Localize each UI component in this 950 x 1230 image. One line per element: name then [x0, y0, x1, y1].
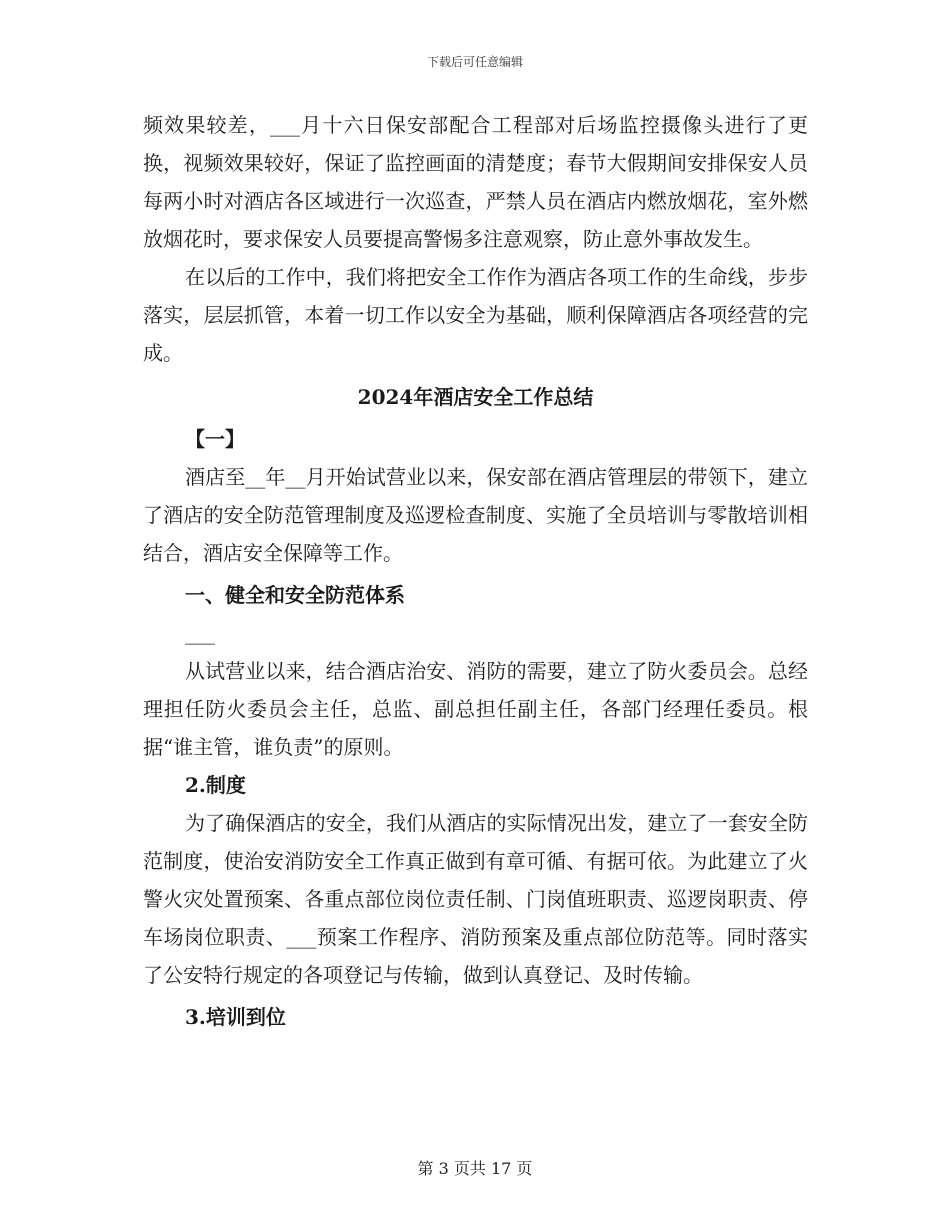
- paragraph-continuation: 频效果较差，___月十六日保安部配合工程部对后场监控摄像头进行了更换，视频效果较好，保证了监控画面的清楚度；春节大假期间安排保安人员每两小时对酒店各区域进行一次巡查，严禁人员在酒店内燃放烟花，室外燃放烟花时，要求保安人员要提高警惕多注意观察，防止意外事故发生。: [143, 113, 808, 251]
- heading-training: 3.培训到位: [185, 1005, 286, 1029]
- document-title: 2024年酒店安全工作总结: [357, 385, 594, 409]
- paragraph-system: 为了确保酒店的安全，我们从酒店的实际情况出发，建立了一套安全防范制度，使治安消防安全工作真正做到有章可循、有据可依。为此建立了火警火灾处置预案、各重点部位岗位责任制、门岗值班职责、巡逻岗职责、停车场岗位职责、___预案工作程序、消防预案及重点部位防范等。同时落实了公安特行规定的各项登记与传输，做到认真登记、及时传输。: [143, 811, 808, 987]
- paragraph-future-work: 在以后的工作中，我们将把安全工作作为酒店各项工作的生命线，步步落实，层层抓管，本着一切工作以安全为基础，顺利保障酒店各项经营的完成。: [143, 265, 808, 365]
- paragraph-intro: 酒店至__年__月开始试营业以来，保安部在酒店管理层的带领下，建立了酒店的安全防范管理制度及巡逻检查制度、实施了全员培训与零散培训相结合，酒店安全保障等工作。: [143, 465, 808, 565]
- page-header: 下载后可任意编辑: [426, 55, 523, 69]
- paragraph-fire-committee: 从试营业以来，结合酒店治安、消防的需要，建立了防火委员会。总经理担任防火委员会主任，总监、副总担任副主任，各部门经理任委员。根据“谁主管，谁负责”的原则。: [143, 659, 808, 759]
- page-footer: 第 3 页共 17 页: [417, 1159, 533, 1178]
- blank-placeholder: ___: [185, 621, 215, 645]
- document-body: [143, 106, 808, 1036]
- section-marker: 【一】: [185, 427, 245, 451]
- heading-system: 2.制度: [185, 773, 246, 797]
- heading-security-system: 一、健全和安全防范体系: [185, 583, 405, 607]
